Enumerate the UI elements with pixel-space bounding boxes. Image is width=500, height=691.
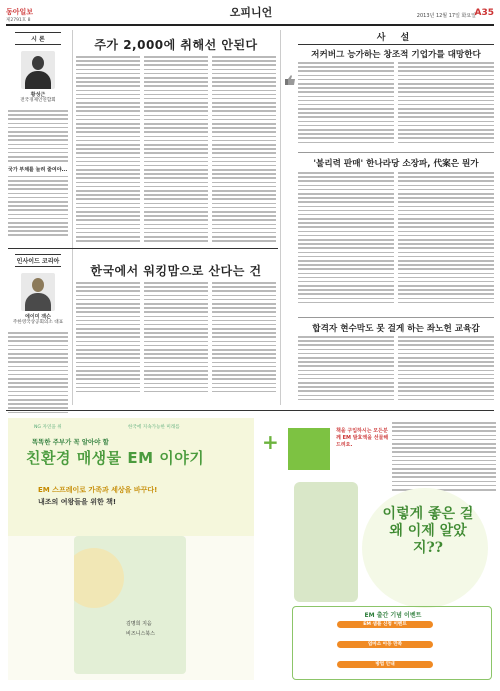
book-advertisement[interactable]: [8, 418, 254, 680]
column1-author-title: 전국경제인연합회: [20, 98, 56, 103]
ad-subslogan: 내조의 여왕들을 위한 책!: [38, 498, 117, 506]
editorial-tag: 사 설: [298, 30, 494, 45]
author-head-shape: [32, 56, 44, 70]
editorial-1-col-b: [398, 62, 494, 143]
promo-advertisement[interactable]: [282, 416, 496, 682]
event-pill-1[interactable]: EM 샘플 신청 이벤트: [337, 621, 433, 628]
editorial-1-col-a: [298, 62, 394, 143]
ad-banner: [8, 418, 254, 536]
column2-byline: [8, 314, 68, 326]
issue-number: 제2791호 8: [6, 18, 31, 23]
author-head-shape: [32, 278, 44, 292]
column2-headline: 한국에서 워킹맘으로 산다는 건: [90, 264, 262, 278]
editorial-3-col-b: [398, 336, 494, 400]
ad-divider: [6, 410, 494, 411]
book-author: 김명희 지음: [126, 621, 152, 627]
column1-intro-text: [8, 110, 68, 162]
column1-body-text: [8, 176, 68, 236]
column1-headline: 주가 2,000에 취해선 안된다: [94, 38, 258, 52]
column2-body-col-c: [212, 282, 276, 392]
event-pill-3[interactable]: 방법 안내: [337, 661, 433, 668]
ad-brand-slogan: 한국에 지속가능한 미래를: [128, 425, 180, 430]
book-cover: [74, 536, 186, 674]
event-box: [292, 606, 492, 680]
column1-author-name: 황성근: [30, 92, 46, 98]
section-title: 오피니언: [229, 6, 273, 19]
column1-body-col-b: [144, 56, 208, 242]
author-photo: [21, 273, 55, 311]
issue-date: 2013년 12월 17일 화요일: [416, 13, 476, 19]
column2-body-col-b: [144, 282, 208, 392]
editorial-divider: [298, 152, 494, 153]
column-divider: [72, 30, 73, 405]
column1-subhead: 국가 부채를 늘려 줄여야...: [8, 166, 68, 173]
masthead: [6, 4, 494, 26]
column1-body-col-a: [76, 56, 140, 242]
column2-author-box: [8, 254, 68, 413]
event-pill-2[interactable]: 엄마소 아동 만족: [337, 641, 433, 648]
column2-body-col-a: [76, 282, 140, 392]
column2-intro-text: [8, 332, 68, 413]
thumb-icon: [284, 74, 296, 86]
author-body-shape: [25, 293, 51, 311]
column-divider: [280, 30, 281, 405]
page-number: A35: [474, 8, 494, 18]
promo-text: 책을 구입하시는 모든분께 EM 발효액을 선물해드려요.: [336, 428, 389, 448]
ad-slogan: EM 스프레이로 가족과 세상을 바꾸다!: [38, 486, 158, 494]
editorial-3-col-a: [298, 336, 394, 400]
promo-listing: [392, 422, 496, 491]
column1-tag: 시 론: [15, 32, 61, 45]
book-publisher: 비즈니스북스: [126, 631, 155, 637]
editorial-divider: [298, 317, 494, 318]
editorial-2-col-a: [298, 172, 394, 303]
editorial-2-col-b: [398, 172, 494, 303]
editorial-headline-2: '불리력 판매' 한나라당 소장파, 代案은 뭔가: [313, 159, 479, 169]
editorial-headline-1: 저커버그 능가하는 창조적 기업가를 대망한다: [311, 50, 481, 60]
column2-author-title: 주한영국상공회의소 대표: [12, 320, 64, 325]
plus-icon: +: [262, 430, 279, 454]
top-rule: [6, 24, 494, 26]
event-title: EM 출간 기념 이벤트: [364, 612, 422, 619]
em-product-badge: [288, 428, 330, 470]
product-image: [294, 482, 358, 602]
newspaper-name: 동아일보: [6, 8, 34, 16]
ad-kicker: 똑똑한 주부가 꼭 알아야 할: [32, 438, 109, 446]
column1-author-box: [8, 32, 68, 236]
cover-illustration: [74, 548, 124, 608]
column1-byline: [8, 92, 68, 104]
column2-author-name: 에이미 잭슨: [25, 314, 51, 320]
section-divider: [8, 248, 278, 249]
author-photo: [21, 51, 55, 89]
column2-tag: 인사이드 코리아: [15, 254, 61, 267]
bubble-text: 이렇게 좋은 걸 왜 이제 알았지??: [382, 506, 474, 556]
editorial-headline-3: 합격자 현수막도 못 걸게 하는 좌노헌 교육감: [312, 324, 480, 334]
ad-brand-mark: NG 자연을 위: [34, 425, 62, 430]
author-body-shape: [25, 71, 51, 89]
ad-book-title: 친환경 매생물 EM 이야기: [26, 449, 205, 467]
column1-body-col-c: [212, 56, 276, 242]
